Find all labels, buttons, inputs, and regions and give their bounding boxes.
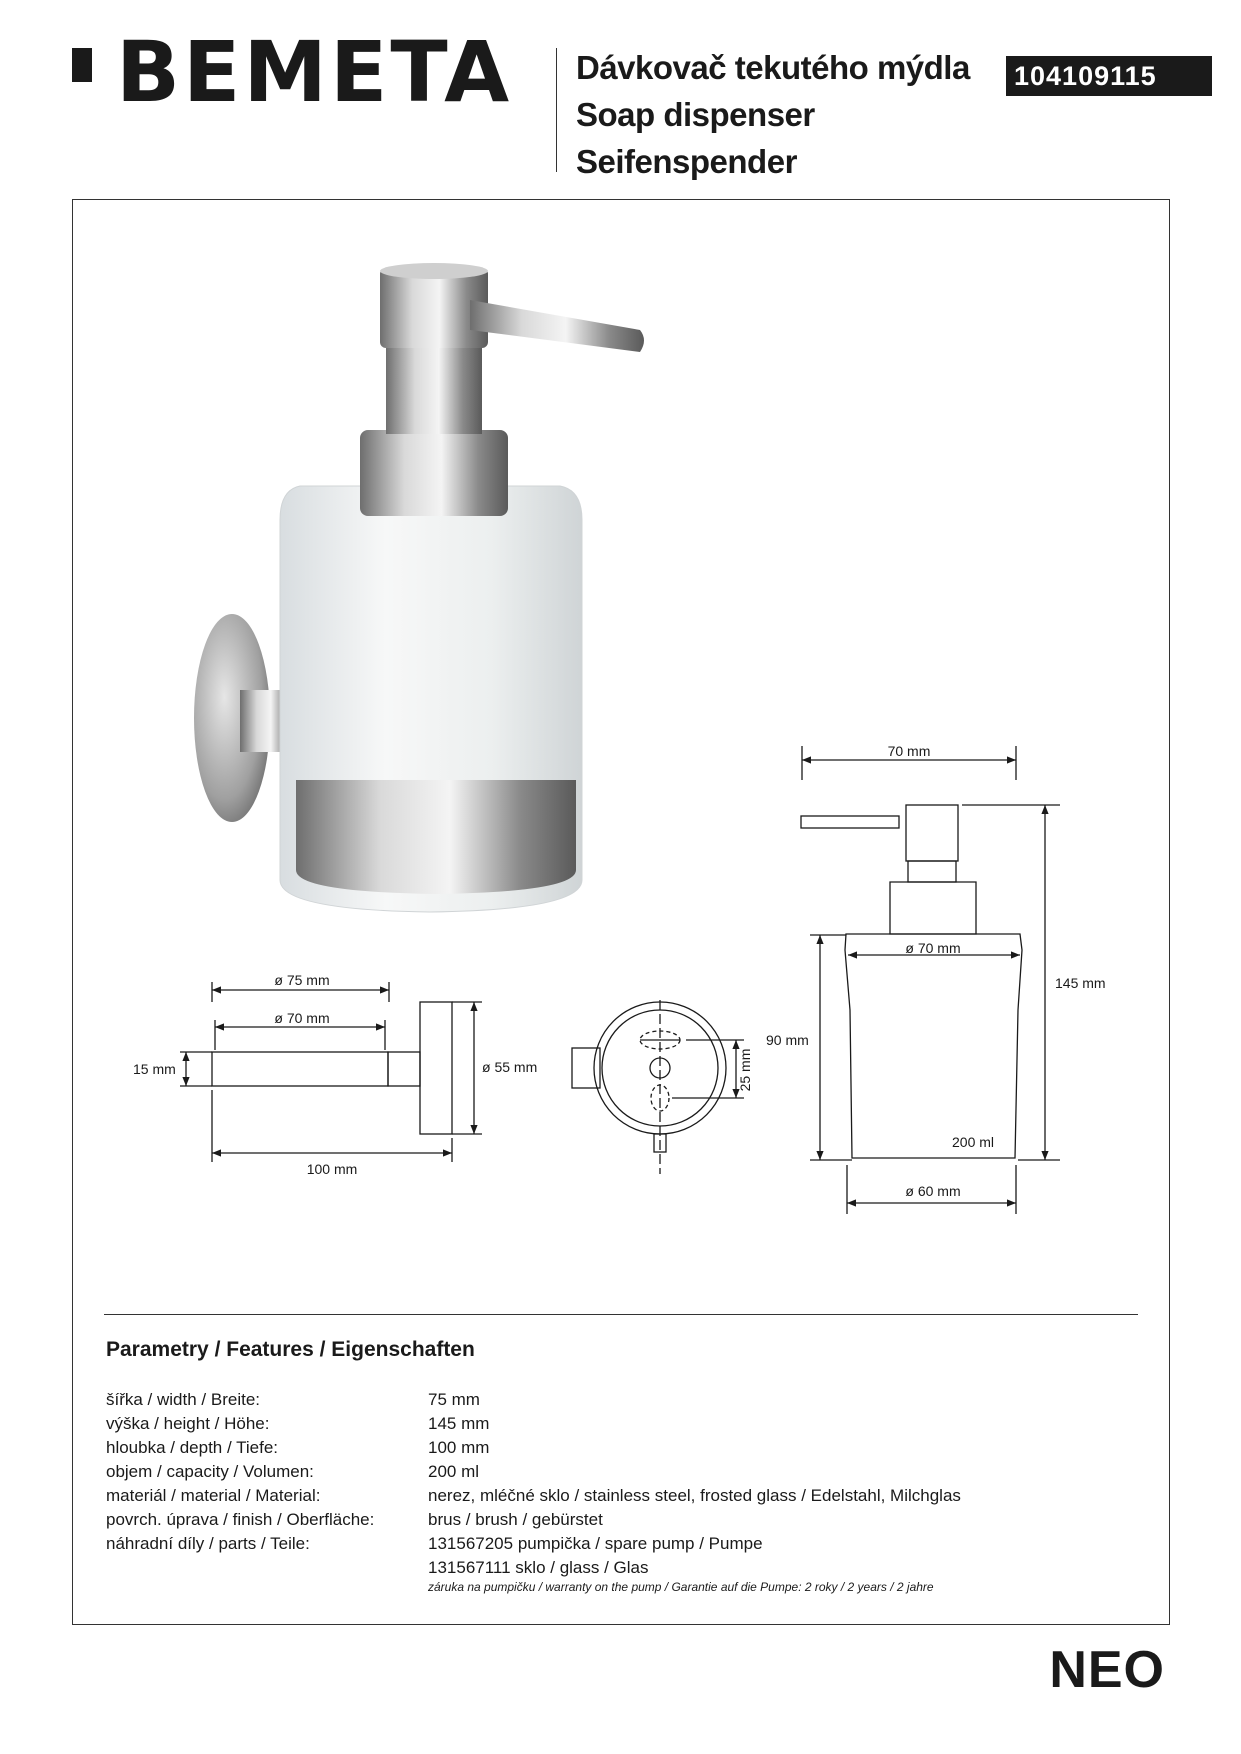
holder-ring bbox=[296, 780, 576, 894]
features-divider bbox=[104, 1314, 1138, 1315]
product-code: 104109115 bbox=[1006, 56, 1212, 96]
title-en: Soap dispenser bbox=[576, 96, 815, 133]
dim-holder-75: ø 75 mm bbox=[274, 972, 330, 988]
brand-logo: BEMETA bbox=[116, 23, 513, 121]
product-photo bbox=[194, 263, 644, 912]
dim-glass-top: ø 70 mm bbox=[905, 940, 961, 956]
dim-glass-bottom: ø 60 mm bbox=[905, 1183, 961, 1199]
warranty-note: záruka na pumpičku / warranty on the pump / Garantie auf die Pumpe: 2 roky / 2 years / 2 jahre bbox=[428, 1580, 934, 1594]
pump-collar bbox=[360, 430, 508, 516]
dim-holder-15: 15 mm bbox=[133, 1061, 176, 1077]
side-view-drawing bbox=[801, 746, 1060, 1214]
holder-side-drawing bbox=[180, 982, 482, 1162]
dim-holder-55: ø 55 mm bbox=[482, 1059, 538, 1075]
dim-glass-height: 90 mm bbox=[766, 1032, 809, 1048]
series-name: NEO bbox=[1049, 1641, 1165, 1699]
dim-holder-depth: 100 mm bbox=[306, 1161, 358, 1177]
title-cz: Dávkovač tekutého mýdla bbox=[576, 49, 970, 86]
holder-front-drawing bbox=[572, 1000, 744, 1174]
dim-top-width: 70 mm bbox=[887, 743, 931, 759]
dim-height-total: 145 mm bbox=[1055, 975, 1106, 991]
features-title: Parametry / Features / Eigenschaften bbox=[106, 1338, 475, 1361]
dim-capacity: 200 ml bbox=[952, 1134, 995, 1150]
dim-hole-spacing: 25 mm bbox=[737, 1048, 753, 1092]
dim-holder-70: ø 70 mm bbox=[274, 1010, 330, 1026]
title-de: Seifenspender bbox=[576, 143, 797, 180]
pump-nozzle bbox=[470, 300, 644, 352]
pump-stem bbox=[386, 342, 482, 434]
